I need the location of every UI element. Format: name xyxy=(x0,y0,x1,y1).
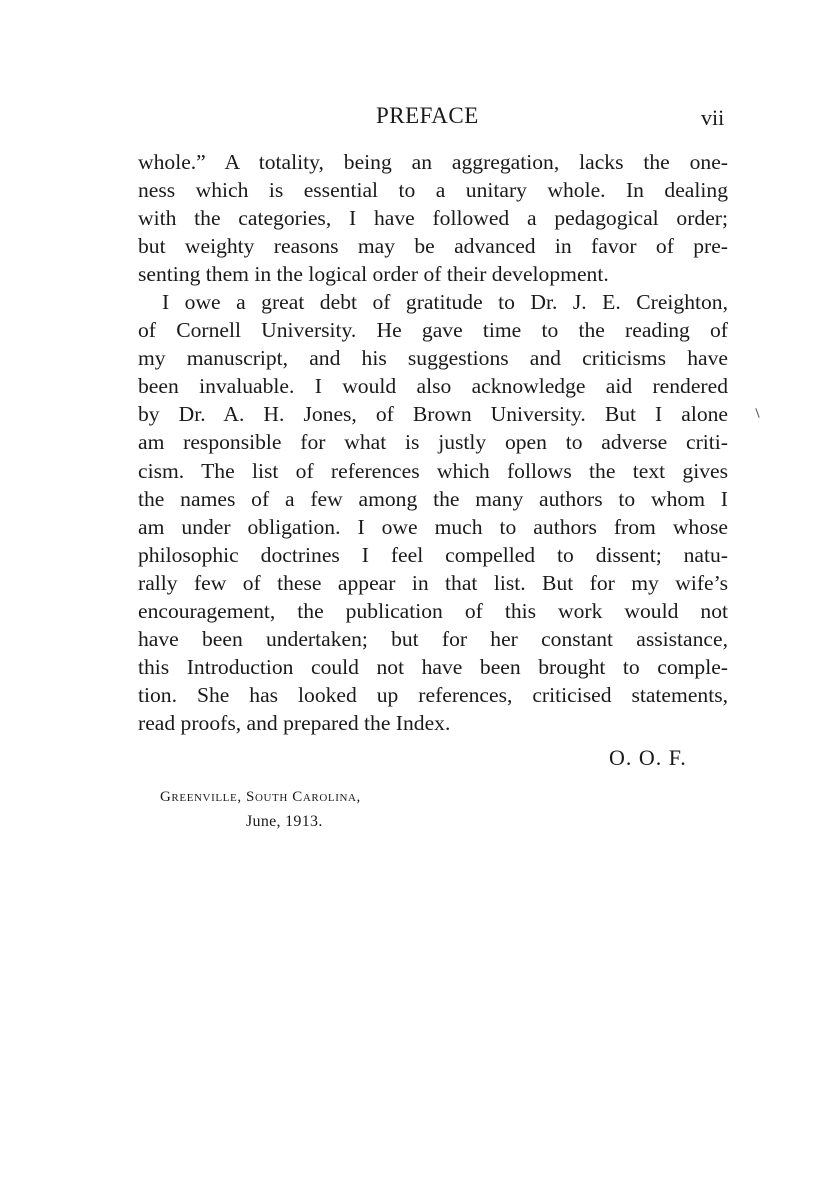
text-line: senting them in the logical order of their development. xyxy=(138,262,609,287)
text-line: am under obligation. I owe much to authors from whose xyxy=(138,514,728,539)
text-line: tion. She has looked up references, criticised statements, xyxy=(138,682,728,707)
text-line: my manuscript, and his suggestions and criticisms have xyxy=(138,346,728,371)
running-head xyxy=(0,103,840,135)
text-line: encouragement, the publication of this work would not xyxy=(138,598,728,623)
stray-ink-mark xyxy=(755,408,759,418)
text-line: with the categories, I have followed a pedagogical order; xyxy=(138,206,728,231)
text-line: rally few of these appear in that list. But for my wife’s xyxy=(138,570,728,595)
date-line: June, 1913. xyxy=(246,813,323,830)
author-initials: O. O. F. xyxy=(609,745,687,770)
page-title: PREFACE xyxy=(376,103,479,128)
preface-body xyxy=(138,148,728,737)
text-line: ness which is essential to a unitary whole. In dealing xyxy=(138,178,728,203)
text-line: this Introduction could not have been brought to comple- xyxy=(138,654,728,679)
paragraph-1 xyxy=(138,148,728,288)
text-line: been invaluable. I would also acknowledge aid rendered xyxy=(138,374,728,399)
page-number: vii xyxy=(701,105,725,130)
text-line: have been undertaken; but for her constant assistance, xyxy=(138,626,728,651)
text-line: read proofs, and prepared the Index. xyxy=(138,710,451,735)
text-line: whole.” A totality, being an aggregation, lacks the one- xyxy=(138,150,728,174)
paragraph-2 xyxy=(138,288,728,737)
place-line: Greenville, South Carolina, xyxy=(160,789,361,805)
text-line: but weighty reasons may be advanced in favor of pre- xyxy=(138,234,728,259)
text-line: by Dr. A. H. Jones, of Brown University. But I alone xyxy=(138,402,728,427)
text-line: cism. The list of references which follows the text gives xyxy=(138,458,728,483)
text-line: am responsible for what is justly open to adverse criti- xyxy=(138,430,728,455)
text-line: the names of a few among the many authors to whom I xyxy=(138,486,728,511)
text-line: of Cornell University. He gave time to the reading of xyxy=(138,318,728,343)
text-line: philosophic doctrines I feel compelled to dissent; natu- xyxy=(138,542,728,567)
text-line: I owe a great debt of gratitude to Dr. J. E. Creighton, xyxy=(162,290,728,315)
